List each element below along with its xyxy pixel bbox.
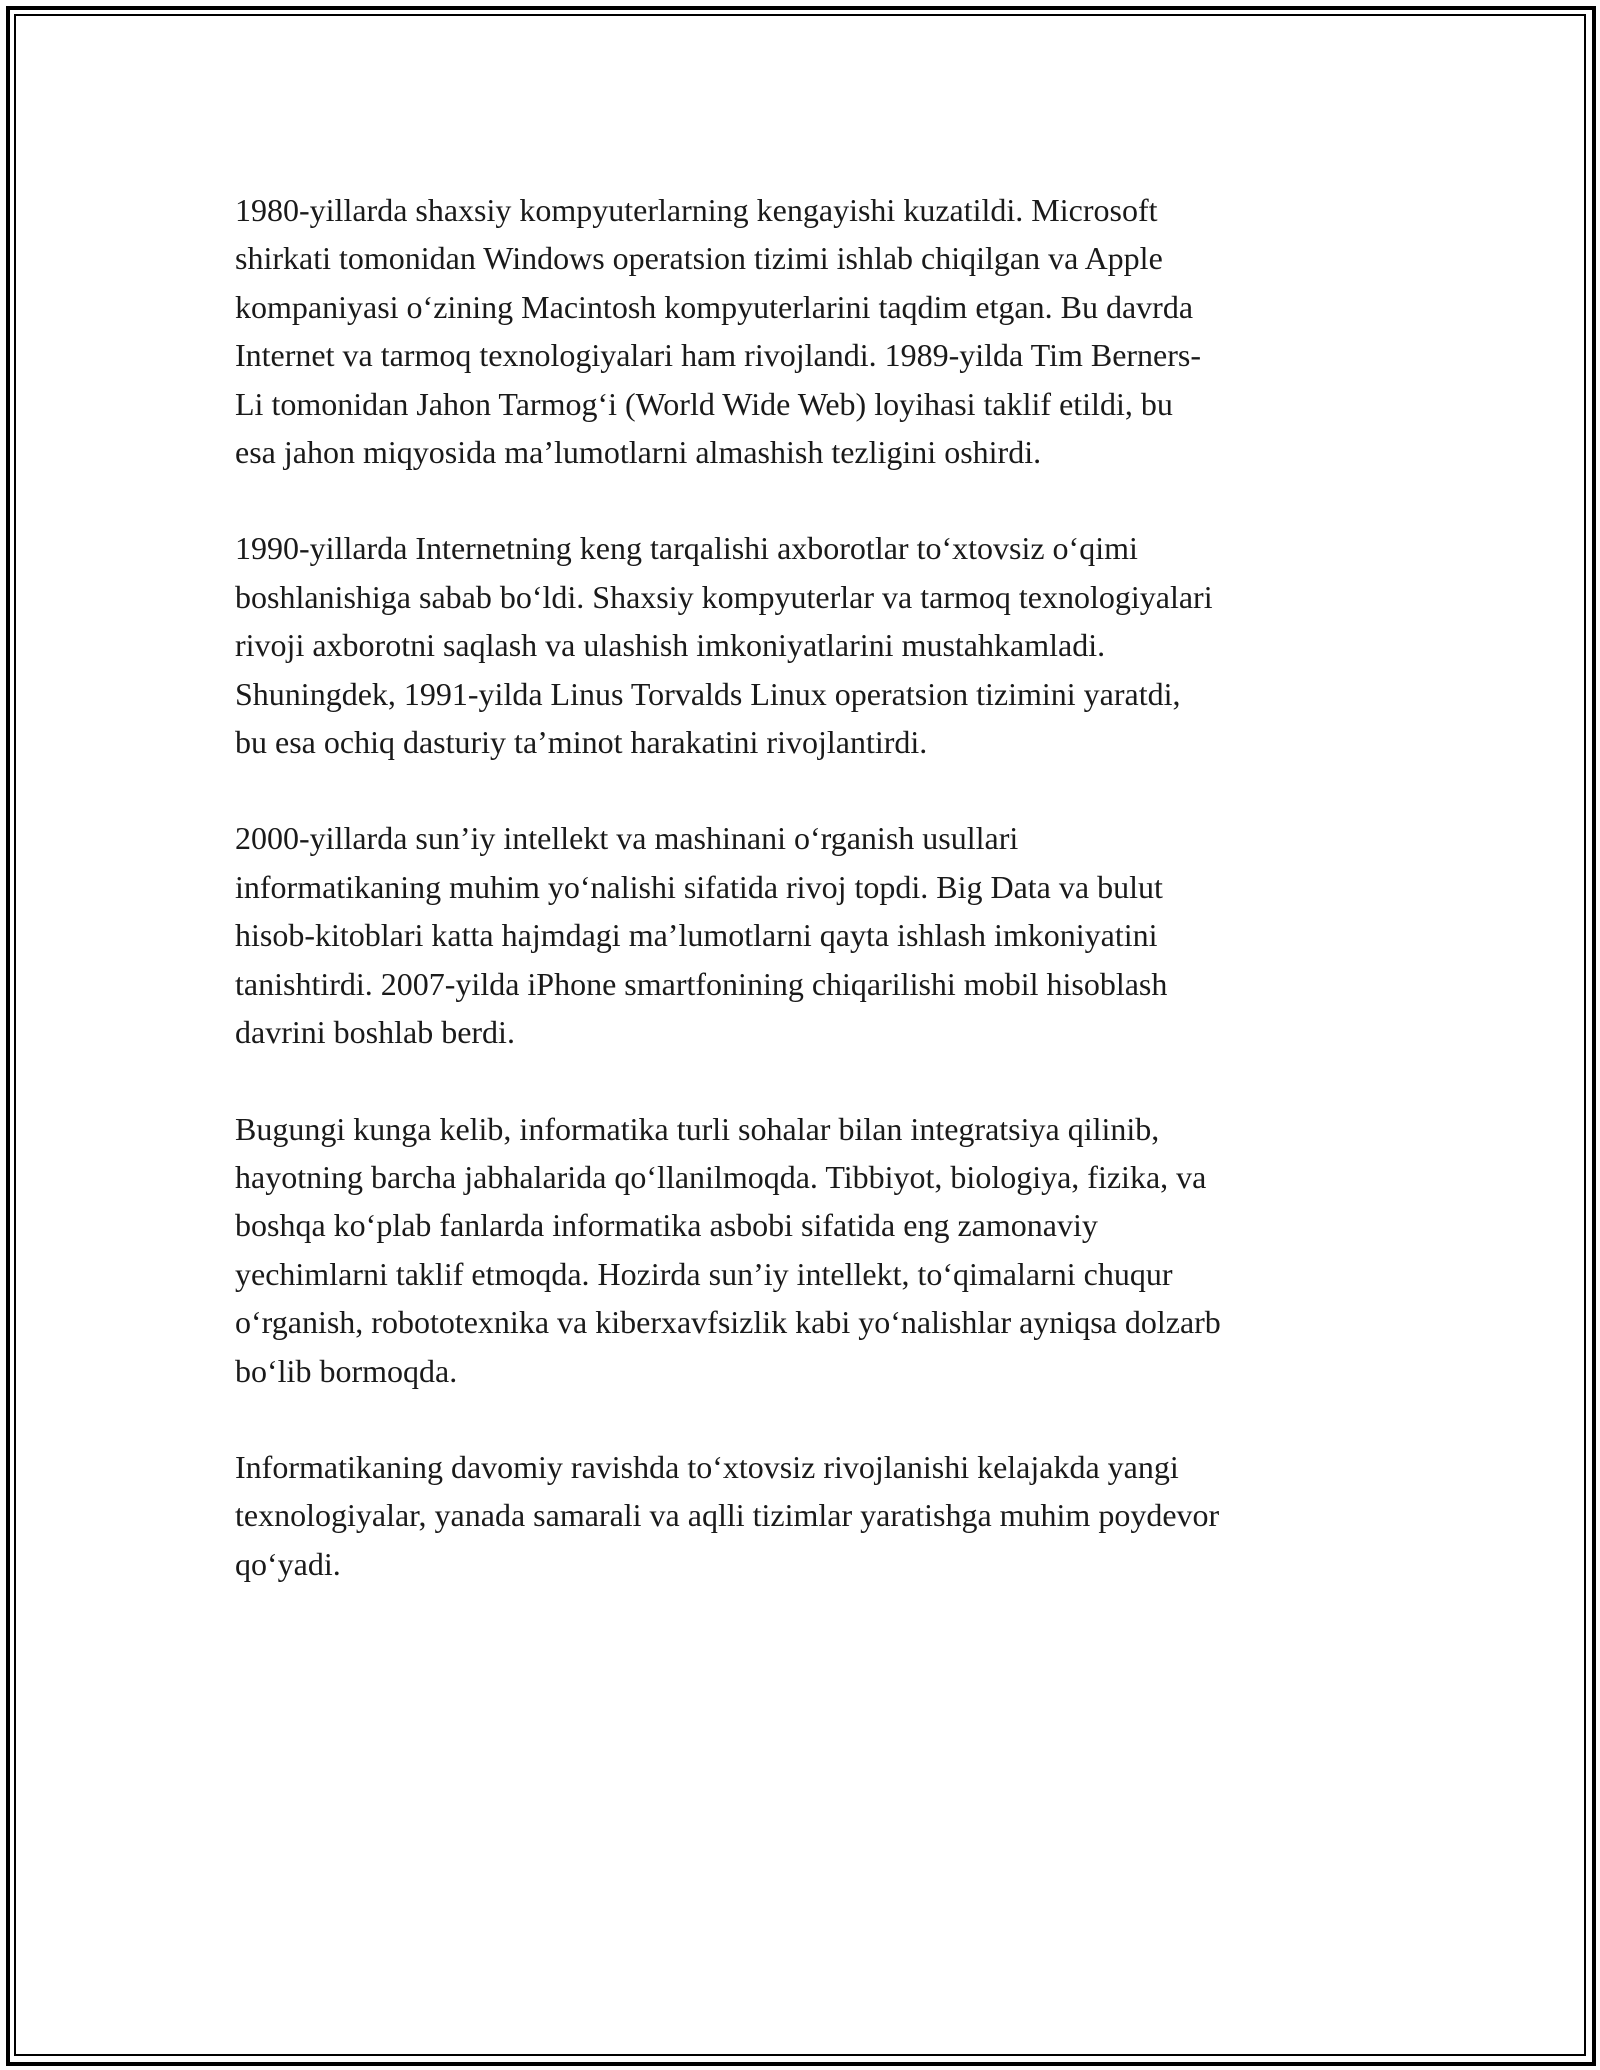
text-line: yechimlarni taklif etmoqda. Hozirda sun’iy intellekt, to‘qimalarni chuqur (235, 1255, 1173, 1292)
text-line: boshqa ko‘plab fanlarda informatika asbobi sifatida eng zamonaviy (235, 1207, 1098, 1244)
text-line: tanishtirdi. 2007-yilda iPhone smartfonining chiqarilishi mobil hisoblash (235, 965, 1168, 1002)
text-line: texnologiyalar, yanada samarali va aqlli tizimlar yaratishga muhim poydevor (235, 1497, 1220, 1534)
text-line: davrini boshlab berdi. (235, 1014, 515, 1051)
document-body (235, 186, 1375, 1636)
text-line: qo‘yadi. (235, 1545, 341, 1582)
text-line: hisob-kitoblari katta hajmdagi ma’lumotlarni qayta ishlash imkoniyatini (235, 917, 1158, 954)
text-line: 1990-yillarda Internetning keng tarqalishi axborotlar to‘xtovsiz o‘qimi (235, 530, 1138, 567)
paragraph-today (235, 1105, 1375, 1395)
text-line: boshlanishiga sabab bo‘ldi. Shaxsiy kompyuterlar va tarmoq texnologiyalari (235, 578, 1213, 615)
text-line: hayotning barcha jabhalarida qo‘llanilmoqda. Tibbiyot, biologiya, fizika, va (235, 1158, 1207, 1195)
text-line: 1980-yillarda shaxsiy kompyuterlarning kengayishi kuzatildi. Microsoft (235, 192, 1158, 228)
text-line: o‘rganish, robototexnika va kiberxavfsizlik kabi yo‘nalishlar ayniqsa dolzarb (235, 1304, 1221, 1341)
text-line: kompaniyasi o‘zining Macintosh kompyuterlarini taqdim etgan. Bu davrda (235, 288, 1194, 325)
text-line: shirkati tomonidan Windows operatsion tizimi ishlab chiqilgan va Apple (235, 240, 1163, 277)
text-line: bo‘lib bormoqda. (235, 1352, 458, 1389)
text-line: esa jahon miqyosida ma’lumotlarni almashish tezligini oshirdi. (235, 434, 1042, 471)
text-line: bu esa ochiq dasturiy ta’minot harakatini rivojlantirdi. (235, 724, 928, 761)
text-line: Shuningdek, 1991-yilda Linus Torvalds Linux operatsion tizimini yaratdi, (235, 675, 1181, 712)
text-line: Li tomonidan Jahon Tarmog‘i (World Wide Web) loyihasi taklif etildi, bu (235, 385, 1173, 422)
paragraph-future (235, 1443, 1375, 1588)
text-line: Bugungi kunga kelib, informatika turli sohalar bilan integratsiya qilinib, (235, 1110, 1160, 1147)
text-line: 2000-yillarda sun’iy intellekt va mashinani o‘rganish usullari (235, 820, 1019, 857)
text-line: Informatikaning davomiy ravishda to‘xtovsiz rivojlanishi kelajakda yangi (235, 1448, 1179, 1485)
text-line: informatikaning muhim yo‘nalishi sifatida rivoj topdi. Big Data va bulut (235, 868, 1163, 905)
paragraph-1990s (235, 524, 1375, 766)
paragraph-1980s (235, 186, 1375, 476)
text-line: Internet va tarmoq texnologiyalari ham rivojlandi. 1989-yilda Tim Berners- (235, 337, 1202, 374)
text-line: rivoji axborotni saqlash va ulashish imkoniyatlarini mustahkamladi. (235, 627, 1106, 664)
paragraph-2000s (235, 814, 1375, 1056)
